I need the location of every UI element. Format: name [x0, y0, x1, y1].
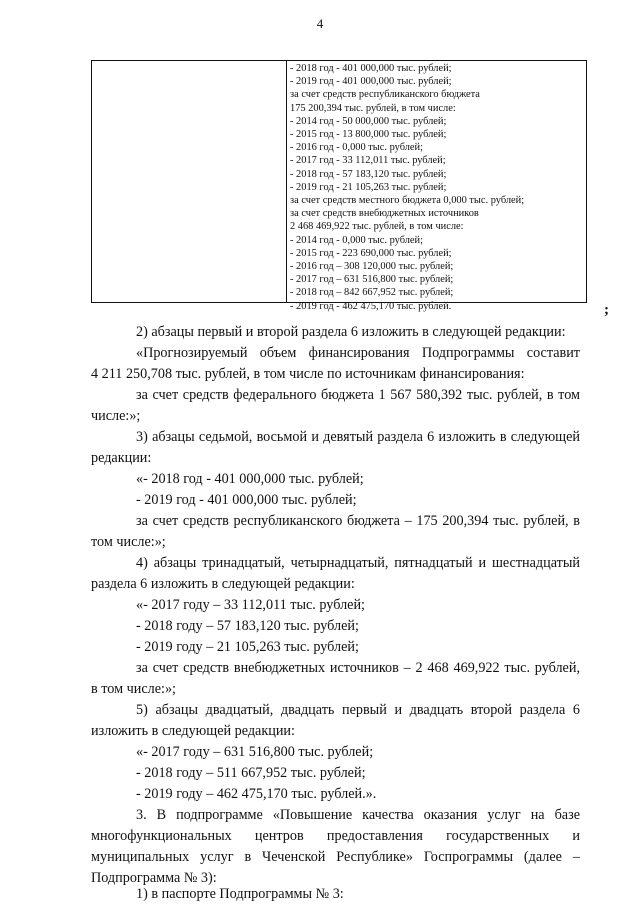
body-line: за счет средств федерального бюджета 1 567 580,392 тыс. рублей, в том — [136, 387, 580, 403]
table-line: - 2014 год - 0,000 тыс. рублей; — [290, 234, 423, 246]
body-line: - 2019 году – 462 475,170 тыс. рублей.». — [136, 786, 377, 802]
body-line: том числе:»; — [91, 534, 166, 550]
table-right-cell — [290, 62, 582, 313]
table-line: - 2015 год - 13 800,000 тыс. рублей; — [290, 129, 447, 141]
body-line: 3) абзацы седьмой, восьмой и девятый раздела 6 изложить в следующей — [136, 429, 580, 445]
body-line: «- 2017 году – 631 516,800 тыс. рублей; — [136, 744, 374, 760]
body-line: раздела 6 изложить в следующей редакции: — [91, 576, 355, 592]
body-line: 3. В подпрограмме «Повышение качества оказания услуг на базе — [136, 807, 580, 823]
table-line: - 2018 год - 401 000,000 тыс. рублей; — [290, 63, 452, 74]
table-line: за счет средств внебюджетных источников — [290, 208, 479, 220]
body-line: 2) абзацы первый и второй раздела 6 изложить в следующей редакции: — [136, 324, 566, 340]
page-number: 4 — [316, 16, 324, 31]
body-line: - 2019 году – 21 105,263 тыс. рублей; — [136, 639, 359, 655]
table-line: 2 468 469,922 тыс. рублей, в том числе: — [290, 221, 464, 233]
body-line: изложить в следующей редакции: — [91, 723, 295, 739]
table-line: за счет средств местного бюджета 0,000 тыс. рублей; — [290, 195, 525, 207]
table-line: - 2016 год - 0,000 тыс. рублей; — [290, 142, 423, 154]
body-line: многофункциональных центров предоставления государственных и — [91, 828, 580, 844]
body-line: «- 2017 году – 33 112,011 тыс. рублей; — [136, 597, 365, 613]
table-line: - 2017 год - 33 112,011 тыс. рублей; — [290, 155, 446, 167]
table-line: - 2019 год - 21 105,263 тыс. рублей; — [290, 181, 447, 193]
body-line: «- 2018 год - 401 000,000 тыс. рублей; — [136, 471, 364, 487]
body-line: муниципальных услуг в Чеченской Республике» Госпрограммы (далее – — [91, 849, 580, 865]
table-closing-semicolon: ; — [604, 302, 609, 318]
body-line: за счет средств республиканского бюджета – 175 200,394 тыс. рублей, в — [136, 513, 580, 529]
body-line: - 2018 году – 511 667,952 тыс. рублей; — [136, 765, 366, 781]
body-line: «Прогнозируемый объем финансирования Подпрограммы составит — [136, 345, 580, 361]
table-line: - 2018 год - 57 183,120 тыс. рублей; — [290, 168, 447, 180]
table-line: - 2017 год – 631 516,800 тыс. рублей; — [290, 274, 454, 286]
table-line: - 2016 год – 308 120,000 тыс. рублей; — [290, 261, 454, 273]
body-line: 1) в паспорте Подпрограммы № 3: — [136, 886, 344, 902]
body-line: 5) абзацы двадцатый, двадцать первый и двадцать второй раздела 6 — [136, 702, 580, 718]
body-line: 4 211 250,708 тыс. рублей, в том числе по источникам финансирования: — [91, 366, 525, 382]
table-line: - 2015 год - 223 690,000 тыс. рублей; — [290, 247, 452, 259]
body-line: Подпрограмма № 3): — [91, 870, 217, 886]
body-line: в том числе:»; — [91, 681, 176, 697]
body-line: - 2018 году – 57 183,120 тыс. рублей; — [136, 618, 359, 634]
table-line: - 2014 год - 50 000,000 тыс. рублей; — [290, 115, 447, 127]
body-line: за счет средств внебюджетных источников – 2 468 469,922 тыс. рублей, — [136, 660, 580, 676]
table-line: за счет средств республиканского бюджета — [290, 89, 480, 101]
table-line: - 2018 год – 842 667,952 тыс. рублей; — [290, 287, 454, 299]
table-line: 175 200,394 тыс. рублей, в том числе: — [290, 102, 456, 114]
body-line: числе:»; — [91, 408, 141, 424]
body-line: - 2019 год - 401 000,000 тыс. рублей; — [136, 492, 357, 508]
body-line: редакции: — [91, 450, 152, 466]
table-column-divider — [286, 61, 287, 302]
budget-table — [91, 60, 587, 312]
body-line: 4) абзацы тринадцатый, четырнадцатый, пятнадцатый и шестнадцатый — [136, 555, 580, 571]
table-line: - 2019 год - 401 000,000 тыс. рублей; — [290, 76, 452, 88]
table-line: - 2019 год - 462 475,170 тыс. рублей. — [290, 300, 452, 312]
